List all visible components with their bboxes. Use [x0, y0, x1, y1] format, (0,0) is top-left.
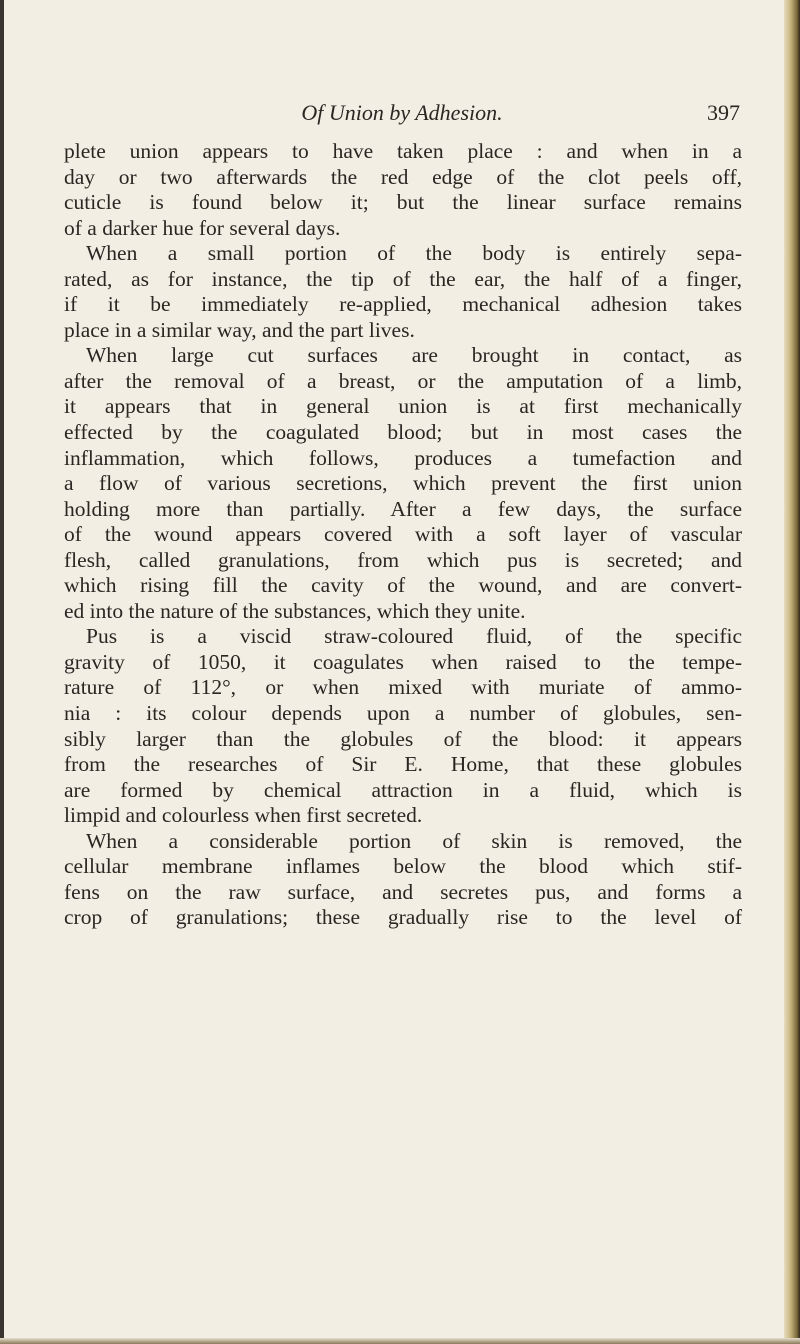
text-line: place in a similar way, and the part lives. [64, 317, 415, 342]
text-line: a flow of various secretions, which prevent the first union [64, 471, 742, 496]
text-line: sibly larger than the globules of the blood: it appears [64, 726, 742, 751]
page-binding-shadow [784, 0, 800, 1344]
page-number: 397 [707, 100, 740, 125]
text-line: which rising fill the cavity of the wound, and are convert- [64, 573, 742, 598]
text-line: holding more than partially. After a few days, the surface [64, 496, 742, 521]
text-line: limpid and colourless when first secreted. [64, 803, 423, 828]
text-line: rated, as for instance, the tip of the ear, the half of a finger, [64, 266, 742, 291]
text-line: gravity of 1050, it coagulates when raised to the tempe- [64, 649, 742, 674]
running-header [64, 100, 740, 130]
body-text [64, 139, 742, 931]
text-line: are formed by chemical attraction in a fluid, which is [64, 777, 742, 802]
text-line: inflammation, which follows, produces a tumefaction and [64, 445, 742, 470]
text-line: Pus is a viscid straw-coloured fluid, of the specific [86, 624, 742, 649]
text-line: ed into the nature of the substances, which they unite. [64, 598, 526, 623]
text-line: rature of 112°, or when mixed with muriate of ammo- [64, 675, 742, 700]
text-line: When a considerable portion of skin is removed, the [86, 828, 742, 853]
running-title: Of Union by Adhesion. [301, 100, 503, 125]
text-line: crop of granulations; these gradually rise to the level of [64, 905, 742, 930]
text-line: cellular membrane inflames below the blood which stif- [64, 854, 742, 879]
text-line: it appears that in general union is at first mechanically [64, 394, 742, 419]
text-line: flesh, called granulations, from which pus is secreted; and [64, 547, 742, 572]
text-line: if it be immediately re-applied, mechanical adhesion takes [64, 292, 742, 317]
text-line: day or two afterwards the red edge of the clot peels off, [64, 164, 742, 189]
text-line: from the researches of Sir E. Home, that these globules [64, 752, 742, 777]
text-line: of a darker hue for several days. [64, 215, 341, 240]
page-left-edge [0, 0, 4, 1344]
text-line: of the wound appears covered with a soft layer of vascular [64, 522, 742, 547]
text-line: effected by the coagulated blood; but in most cases the [64, 420, 742, 445]
text-line: When a small portion of the body is entirely sepa- [86, 241, 742, 266]
text-line: after the removal of a breast, or the amputation of a limb, [64, 368, 742, 393]
text-line: nia : its colour depends upon a number of globules, sen- [64, 701, 742, 726]
text-line: cuticle is found below it; but the linear surface remains [64, 190, 742, 215]
text-line: When large cut surfaces are brought in contact, as [86, 343, 742, 368]
text-line: fens on the raw surface, and secretes pus, and forms a [64, 879, 742, 904]
text-line: plete union appears to have taken place : and when in a [64, 139, 742, 163]
page-bottom-edge [0, 1338, 800, 1344]
